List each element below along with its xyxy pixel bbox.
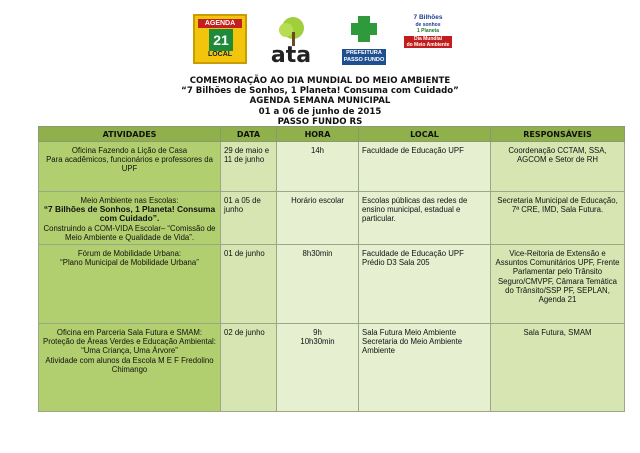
heading-line-1: COMEMORAÇÃO AO DIA MUNDIAL DO MEIO AMBIENTE bbox=[189, 76, 451, 86]
agenda21-logo-number: 21 bbox=[209, 29, 233, 51]
activity-cell bbox=[39, 245, 221, 324]
place-cell: Faculdade de Educação UPF bbox=[359, 142, 491, 192]
responsible-cell: Coordenação CCTAM, SSA, AGCOM e Setor de RH bbox=[491, 142, 625, 192]
agenda-table bbox=[38, 126, 625, 412]
7bilhoes-line2: de sonhos bbox=[415, 22, 441, 28]
prefeitura-logo-label bbox=[342, 49, 386, 65]
date-cell: 02 de junho bbox=[221, 324, 277, 412]
header-time: HORA bbox=[277, 127, 359, 142]
table-row bbox=[39, 192, 625, 245]
prefeitura-emblem-icon bbox=[342, 14, 386, 44]
table-row bbox=[39, 142, 625, 192]
7bilhoes-logo bbox=[404, 14, 452, 66]
place-cell: Sala Futura Meio Ambiente Secretaria do Meio Ambiente Ambiente bbox=[359, 324, 491, 412]
header-responsible: RESPONSÁVEIS bbox=[491, 127, 625, 142]
responsible-cell: Vice-Reitoria de Extensão e Assuntos Comunitários UPF, Frente Parlamentar pelo Trânsito Seguro/CMVPF, Câmara Temática do Trânsito/SSP PF, SEPLAN, Agenda 21 bbox=[491, 245, 625, 324]
agenda21-logo bbox=[193, 14, 247, 64]
prefeitura-logo-line1: PREFEITURA bbox=[346, 50, 382, 56]
activity-detail: Construindo a COM-VIDA Escolar– “Comissão de Meio Ambiente e Qualidade de Vida”. bbox=[43, 223, 216, 242]
heading-line-2: “7 Bilhões de Sonhos, 1 Planeta! Consuma com Cuidado” bbox=[181, 86, 459, 97]
7bilhoes-line4: Dia Mundial bbox=[404, 36, 452, 42]
7bilhoes-line3: 1 Planeta bbox=[417, 28, 439, 34]
time-cell bbox=[277, 324, 359, 412]
responsible-cell: Sala Futura, SMAM bbox=[491, 324, 625, 412]
heading-line-4: 01 a 06 de junho de 2015 bbox=[258, 106, 382, 117]
date-cell: 01 de junho bbox=[221, 245, 277, 324]
7bilhoes-line1: 7 Bilhões bbox=[413, 14, 443, 21]
activity-title: Meio Ambiente nas Escolas: bbox=[80, 196, 179, 205]
time-cell: Horário escolar bbox=[277, 192, 359, 245]
agenda21-logo-bottom: LOCAL bbox=[207, 51, 233, 58]
place-cell: Escolas públicas das redes de ensino municipal, estadual e particular. bbox=[359, 192, 491, 245]
activity-title: Fórum de Mobilidade Urbana: bbox=[77, 249, 182, 259]
activity-detail: “Plano Municipal de Mobilidade Urbana” bbox=[60, 258, 199, 268]
activity-cell bbox=[39, 192, 221, 245]
ata-logo bbox=[262, 14, 320, 66]
prefeitura-logo bbox=[342, 14, 386, 66]
table-header-row bbox=[39, 127, 625, 142]
time-first: 9h bbox=[313, 328, 322, 338]
place-cell: Faculdade de Educação UPF Prédio D3 Sala 205 bbox=[359, 245, 491, 324]
date-cell: 29 de maio e 11 de junho bbox=[221, 142, 277, 192]
header-activities: ATIVIDADES bbox=[39, 127, 221, 142]
date-cell: 01 a 05 de junho bbox=[221, 192, 277, 245]
time-second: 10h30min bbox=[300, 337, 335, 347]
prefeitura-logo-line2: PASSO FUNDO bbox=[343, 57, 385, 63]
responsible-cell: Secretaria Municipal de Educação, 7ª CRE, IMD, Sala Futura. bbox=[491, 192, 625, 245]
activity-title: Oficina em Parceria Sala Futura e SMAM: Proteção de Áreas Verdes e Educação Ambiental: “Uma Criança, Uma Árvore” bbox=[43, 328, 216, 356]
activity-detail: Atividade com alunos da Escola M E F Fredolino Chimango bbox=[45, 355, 214, 374]
header-date: DATA bbox=[221, 127, 277, 142]
activity-cell bbox=[39, 324, 221, 412]
activity-detail: Para acadêmicos, funcionários e professores da UPF bbox=[46, 155, 213, 174]
heading-line-5: PASSO FUNDO RS bbox=[277, 116, 363, 127]
ata-logo-text: ata bbox=[270, 43, 312, 66]
7bilhoes-line5: do Meio Ambiente bbox=[404, 42, 452, 48]
activity-cell bbox=[39, 142, 221, 192]
activity-theme: “7 Bilhões de Sonhos, 1 Planeta! Consuma com Cuidado”. bbox=[43, 204, 216, 224]
table-row bbox=[39, 245, 625, 324]
header-place: LOCAL bbox=[359, 127, 491, 142]
document-heading bbox=[0, 76, 640, 127]
time-cell: 14h bbox=[277, 142, 359, 192]
agenda21-logo-top: AGENDA bbox=[198, 19, 242, 28]
logo-row bbox=[0, 14, 640, 70]
table-row bbox=[39, 324, 625, 412]
time-cell: 8h30min bbox=[277, 245, 359, 324]
activity-title: Oficina Fazendo a Lição de Casa bbox=[71, 146, 188, 155]
heading-line-3: AGENDA SEMANA MUNICIPAL bbox=[249, 96, 391, 107]
